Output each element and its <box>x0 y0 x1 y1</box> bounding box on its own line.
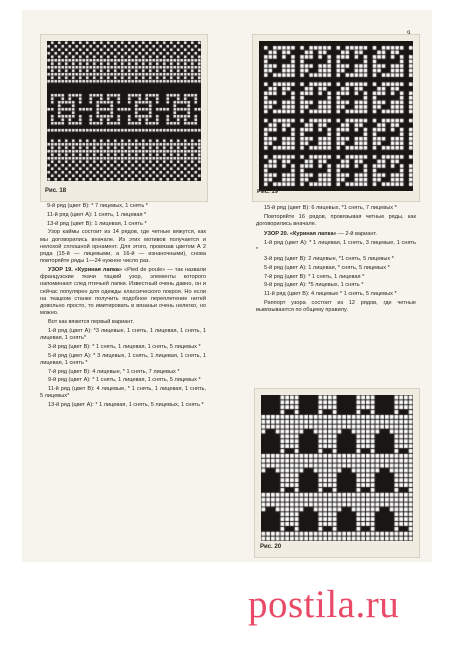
pattern-row: 11-й ряд (цвет А): 1 снять, 1 лицевая * <box>47 211 147 218</box>
paragraph: Повторяйте 16 рядов, провязывая четные ряды, как договорились вначале. <box>256 213 416 227</box>
figure-18 <box>40 34 208 202</box>
pattern-row: 13-й ряд (цвет В): 1 лицевая, 1 снять * <box>47 220 147 227</box>
figure-18-caption: Рис. 18 <box>45 188 67 194</box>
pattern-heading: УЗОР 20. «Куриная лапка» <box>264 231 337 238</box>
pattern-row: 9-й ряд (цвет А): * 1 снять, 1 лицевая, 1 снять, 5 лицевых * <box>48 377 201 384</box>
pattern-row: 11-й ряд (цвет В): 4 лицевые * 1 снять, 5 лицевых * <box>264 291 397 298</box>
figure-18-chart <box>47 41 201 181</box>
figure-19-chart <box>259 41 413 191</box>
figure-20-chart <box>261 395 413 541</box>
figure-19-caption: Рис. 19 <box>257 189 279 195</box>
pattern-row: 7-й ряд (цвет В): * 1 снять, 1 лицевая * <box>264 273 365 280</box>
watermark-logo: postila.ru <box>248 583 400 626</box>
paragraph: Узор каймы состоит из 14 рядов, где четные вяжутся, как мы договорились вначале. Из этих мотивов получается и нелохой сплошной орнамент. Для этого, провязав цветом А 2 ряда (15-й — лицевыми, а 16-й — изнаночными), снова повторяйте ряды 1—24 нужное число раз. <box>40 229 206 265</box>
pattern-row: 3-й ряд (цвет В): 2 лицевые, *1 снять, 5 лицевых * <box>264 256 394 262</box>
left-column-text <box>40 203 206 411</box>
paragraph: Вот как вяжется первый вариант. <box>48 319 134 326</box>
figure-20-caption: Рис. 20 <box>260 544 282 550</box>
pattern-row: 15-й ряд (цвет В): 6 лицевых, *1 снять, 7 лицевых * <box>264 205 397 211</box>
pattern-row: 1-й ряд (цвет А): * 1 лицевая, 1 снять, 3 лицевые, 1 снять * <box>256 240 416 254</box>
pattern-description <box>40 267 206 317</box>
pattern-row: 7-й ряд (цвет В): 4 лицевые, * 1 снять, 7 лицевых * <box>48 368 180 375</box>
paragraph: Раппорт узора состоит из 12 рядов, где четные вывязываются по общему правилу. <box>256 299 416 314</box>
pattern-row: 5-й ряд (цвет А): * 3 лицевых, 1 снять, 1 лицевая, 1 снять, 1 лицевая, 1 снять * <box>40 352 206 366</box>
pattern-row: 9-й ряд (цвет А): *5 лицевых, 1 снять * <box>264 282 364 289</box>
pattern-description <box>256 231 416 238</box>
figure-19 <box>252 34 420 202</box>
pattern-row: 11-й ряд (цвет В): 4 лицевые, * 1 снять, 1 лицевая, 1 снять, 5 лицевых* <box>40 386 206 400</box>
heading-tail: — 2-й вариант. <box>336 231 377 238</box>
pattern-row: 9-й ряд (цвет В): * 7 лицевых, 1 снять * <box>47 203 148 209</box>
pattern-row: 13-й ряд (цвет А): * 1 лицевая, 1 снять, 5 лицевых, 1 снять * <box>48 402 204 409</box>
pattern-heading: УЗОР 19. «Куриная лапка» <box>48 267 122 273</box>
right-column-text <box>256 205 416 316</box>
pattern-row: 5-й ряд (цвет А): 1 лицевая, * снять, 5 лицевых * <box>264 264 390 271</box>
pattern-row: 3-й ряд (цвет В): * 1 снять, 1 лицевая, 1 снять, 5 лицевых * <box>48 343 201 350</box>
figure-20 <box>254 388 420 558</box>
pattern-row: 1-й ряд (цвет А): *3 лицевые, 1 снять, 1 лицевая, 1 снять, 1 лицевая, 1 снять* <box>40 327 206 342</box>
paragraph: «Pied de poule» — так назвали французские ткачи тацкий узор, элементы которого напоминают след птичьей лапки. Известный очень давно, он и сейчас популярен для одежды классического покроя. Но если на ткацком станке получить подобное переплетение нитей довольно просто, то имитировать в вязаньи очень нелегко, но можно. <box>40 267 207 317</box>
